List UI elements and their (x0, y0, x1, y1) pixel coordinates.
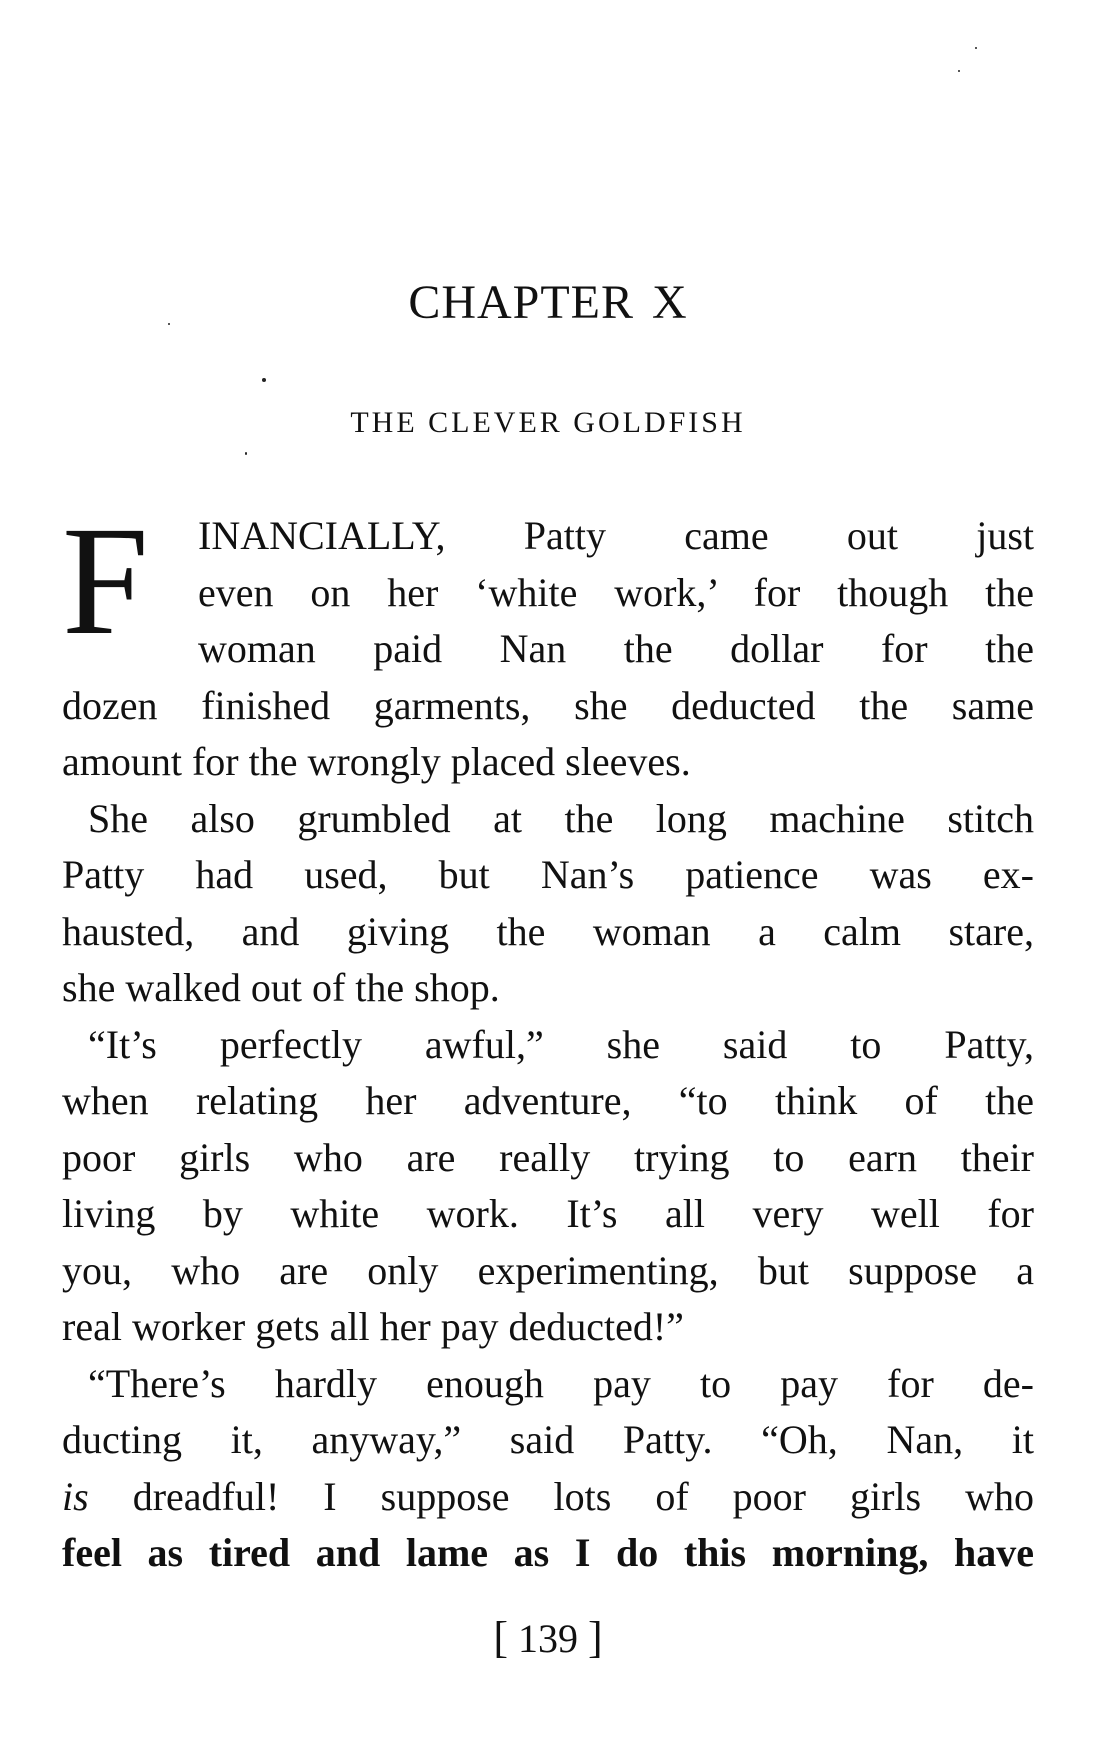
text-line: even on her ‘white work,’ for though the (198, 569, 1034, 615)
print-speck (975, 47, 977, 49)
text-line-with-italic (62, 1469, 1034, 1526)
folio-number: 139 (518, 1616, 578, 1661)
text-line: dozen finished garments, she deducted the same (62, 682, 1034, 728)
print-speck (168, 323, 170, 325)
text-line: amount for the wrongly placed sleeves. (62, 739, 691, 784)
text-line: INANCIALLY, Patty came out just (198, 513, 1034, 558)
text-line: real worker gets all her pay deducted!” (62, 1304, 684, 1349)
text-line: ducting it, anyway,” said Patty. “Oh, Nan, it (62, 1417, 1034, 1462)
chapter-title: THE CLEVER GOLDFISH (350, 406, 746, 439)
text-line: hausted, and giving the woman a calm stare, (62, 908, 1034, 954)
text-line: she walked out of the shop. (62, 965, 500, 1010)
folio-close-bracket: ] (588, 1613, 603, 1662)
chapter-number: X (652, 276, 688, 329)
print-speck (245, 452, 247, 455)
page-number (0, 1612, 1096, 1663)
folio-open-bracket: [ (493, 1613, 508, 1662)
print-speck (262, 378, 266, 382)
text-line: you, who are only experimenting, but suppose a (62, 1247, 1034, 1293)
text-line: poor girls who are really trying to earn their (62, 1134, 1034, 1180)
italic-word: is (62, 1473, 89, 1519)
drop-cap: F (62, 494, 149, 667)
text-line: She also grumbled at the long machine stitch (88, 795, 1034, 841)
chapter-heading (0, 275, 1096, 330)
text-line: living by white work. It’s all very well for (62, 1191, 1034, 1236)
text-line: “It’s perfectly awful,” she said to Patty, (88, 1021, 1034, 1067)
body-text (62, 494, 1034, 1582)
text-line: woman paid Nan the dollar for the (198, 626, 1034, 671)
text-line: when relating her adventure, “to think of the (62, 1078, 1034, 1123)
text-line: “There’s hardly enough pay to pay for de- (88, 1360, 1034, 1406)
chapter-label: CHAPTER (408, 276, 635, 329)
text-line-rest: dreadful! I suppose lots of poor girls who (132, 1473, 1034, 1519)
text-line: Patty had used, but Nan’s patience was ex- (62, 852, 1034, 897)
text-line: feel as tired and lame as I do this morning, have (62, 1530, 1034, 1575)
print-speck (958, 70, 960, 72)
